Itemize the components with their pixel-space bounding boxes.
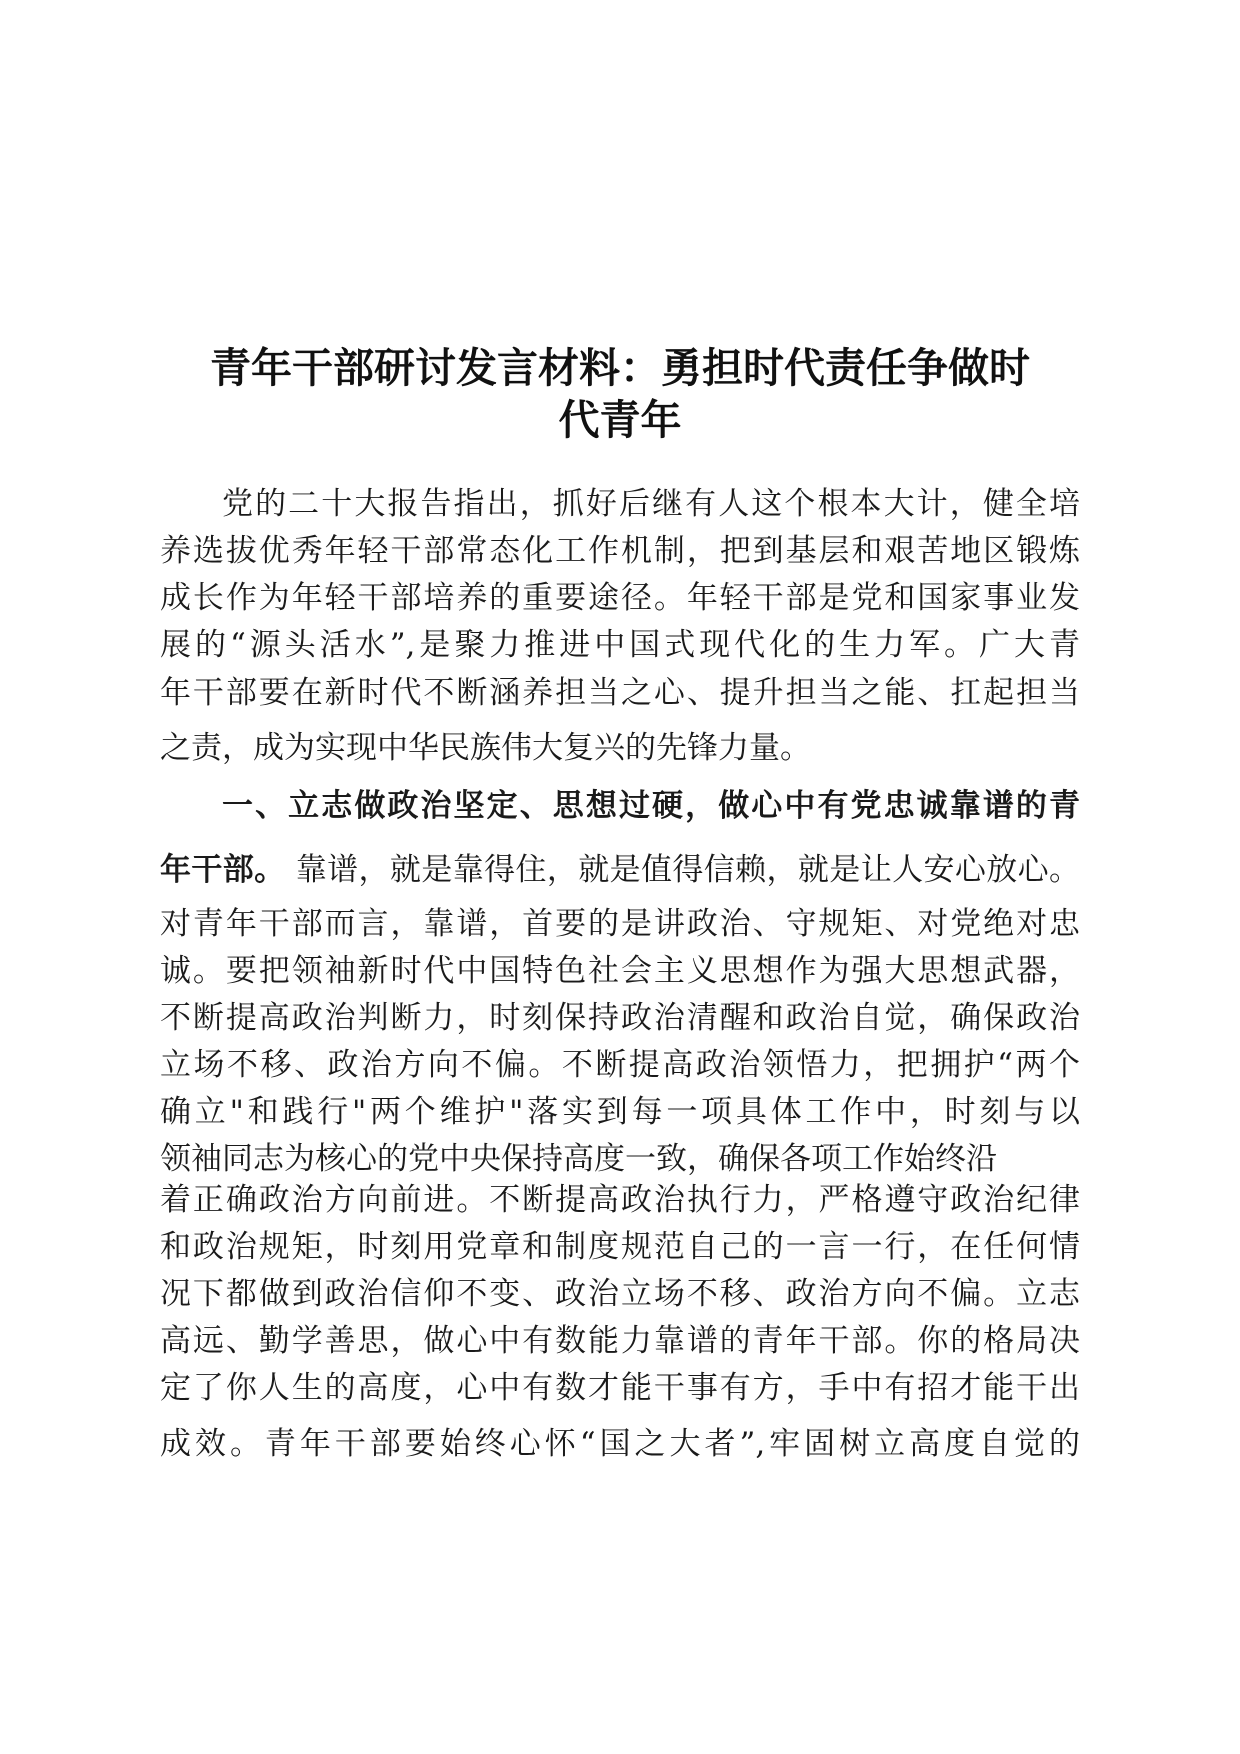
body-text-line: 况下都做到政治信仰不变、政治立场不移、政治方向不偏。立志	[160, 1276, 1080, 1312]
body-text-line: 确立"和践行"两个维护"落实到每一项具体工作中，时刻与以	[160, 1094, 1080, 1130]
section-heading: 一、立志做政治坚定、思想过硬，做心中有党忠诚靠谱的青	[222, 788, 1080, 824]
body-text-line: 年干部要在新时代不断涵养担当之心、提升担当之能、扛起担当	[160, 675, 1080, 711]
body-text-line: 高远、勤学善思，做心中有数能力靠谱的青年干部。你的格局决	[160, 1323, 1080, 1359]
body-text-line: 立场不移、政治方向不偏。不断提高政治领悟力，把拥护“两个	[160, 1047, 1080, 1083]
title-line-1: 青年干部研讨发言材料：勇担时代责任争做时	[210, 344, 1030, 392]
section-heading-end: 年干部。	[160, 852, 286, 888]
body-text-line: 展的“源头活水”,是聚力推进中国式现代化的生力军。广大青	[160, 627, 1080, 663]
body-text-line: 诚。要把领袖新时代中国特色社会主义思想作为强大思想武器，	[160, 953, 1080, 989]
body-text-line: 定了你人生的高度，心中有数才能干事有方，手中有招才能干出	[160, 1370, 1080, 1406]
section-heading-continuation	[160, 850, 1080, 890]
body-text-line: 和政治规矩，时刻用党章和制度规范自己的一言一行，在任何情	[160, 1229, 1080, 1265]
body-text-line: 成长作为年轻干部培养的重要途径。年轻干部是党和国家事业发	[160, 580, 1080, 616]
document-title	[150, 342, 1090, 446]
body-text-line: 成效。青年干部要始终心怀“国之大者”,牢固树立高度自觉的	[160, 1426, 1080, 1462]
body-text-line: 不断提高政治判断力，时刻保持政治清醒和政治自觉，确保政治	[160, 1000, 1080, 1036]
title-line-2: 代青年	[558, 396, 682, 444]
body-text-line: 对青年干部而言，靠谱，首要的是讲政治、守规矩、对党绝对忠	[160, 906, 1080, 942]
body-text-line: 党的二十大报告指出，抓好后继有人这个根本大计，健全培	[222, 486, 1080, 522]
body-text-line: 着正确政治方向前进。不断提高政治执行力，严格遵守政治纪律	[160, 1182, 1080, 1218]
body-text-line: 养选拔优秀年轻干部常态化工作机制，把到基层和艰苦地区锻炼	[160, 533, 1080, 569]
body-text-line: 领袖同志为核心的党中央保持高度一致，确保各项工作始终沿	[160, 1141, 997, 1177]
body-text-run: 靠谱，就是靠得住，就是值得信赖，就是让人安心放心。	[285, 852, 1081, 888]
body-text-line: 之责，成为实现中华民族伟大复兴的先锋力量。	[160, 730, 811, 766]
